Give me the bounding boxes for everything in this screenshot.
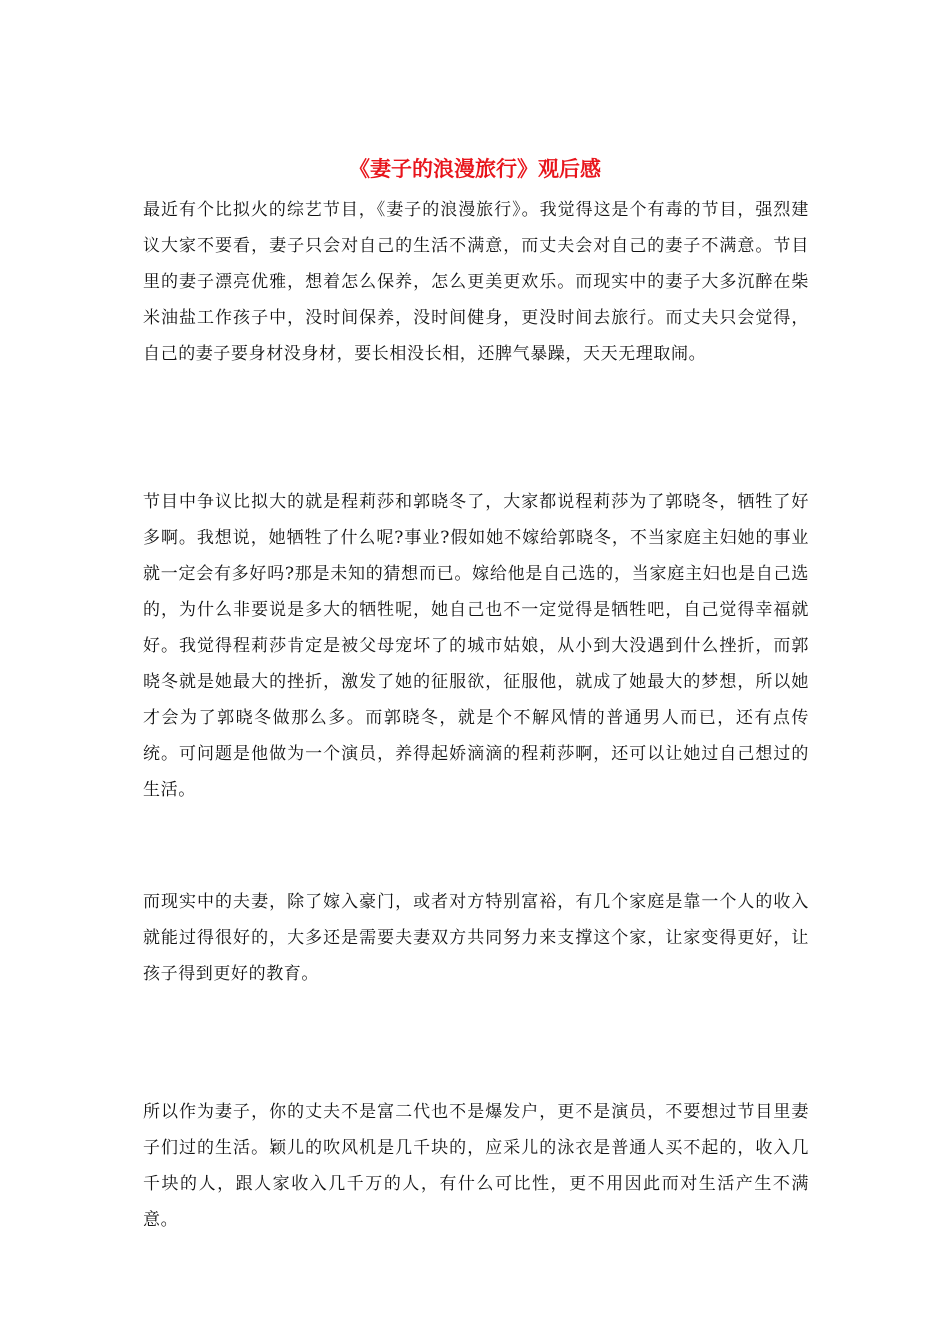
body-paragraph-1: 最近有个比拟火的综艺节目，《妻子的浪漫旅行》。我觉得这是个有毒的节目，强烈建议大家不要看，妻子只会对自己的生活不满意，而丈夫会对自己的妻子不满意。节目里的妻子漂亮优雅，想着怎么保养，怎么更美更欢乐。而现实中的妻子大多沉醉在柴米油盐工作孩子中，没时间保养，没时间健身，更没时间去旅行。而丈夫只会觉得，自己的妻子要身材没身材，要长相没长相，还脾气暴躁，天天无理取闹。 [143,200,809,364]
body-paragraph-3: 而现实中的夫妻，除了嫁入豪门，或者对方特别富裕，有几个家庭是靠一个人的收入就能过得很好的，大多还是需要夫妻双方共同努力来支撑这个家，让家变得更好，让孩子得到更好的教育。 [143,892,809,984]
page-title: 《妻子的浪漫旅行》观后感 [349,156,601,181]
body-paragraph-2: 节目中争议比拟大的就是程莉莎和郭晓冬了，大家都说程莉莎为了郭晓冬，牺牲了好多啊。我想说，她牺牲了什么呢?事业?假如她不嫁给郭晓冬，不当家庭主妇她的事业就一定会有多好吗?那是未知的猜想而已。嫁给他是自己选的，当家庭主妇也是自己选的，为什么非要说是多大的牺牲呢，她自己也不一定觉得是牺牲吧，自己觉得幸福就好。我觉得程莉莎肯定是被父母宠坏了的城市姑娘，从小到大没遇到什么挫折，而郭晓冬就是她最大的挫折，激发了她的征服欲，征服他，就成了她最大的梦想，所以她才会为了郭晓冬做那么多。而郭晓冬，就是个不解风情的普通男人而已，还有点传统。可问题是他做为一个演员，养得起娇滴滴的程莉莎啊，还可以让她过自己想过的生活。 [143,492,809,800]
body-paragraph-4: 所以作为妻子，你的丈夫不是富二代也不是爆发户，更不是演员，不要想过节目里妻子们过的生活。颖儿的吹风机是几千块的，应采儿的泳衣是普通人买不起的，收入几千块的人，跟人家收入几千万的人，有什么可比性，更不用因此而对生活产生不满意。 [143,1102,809,1230]
